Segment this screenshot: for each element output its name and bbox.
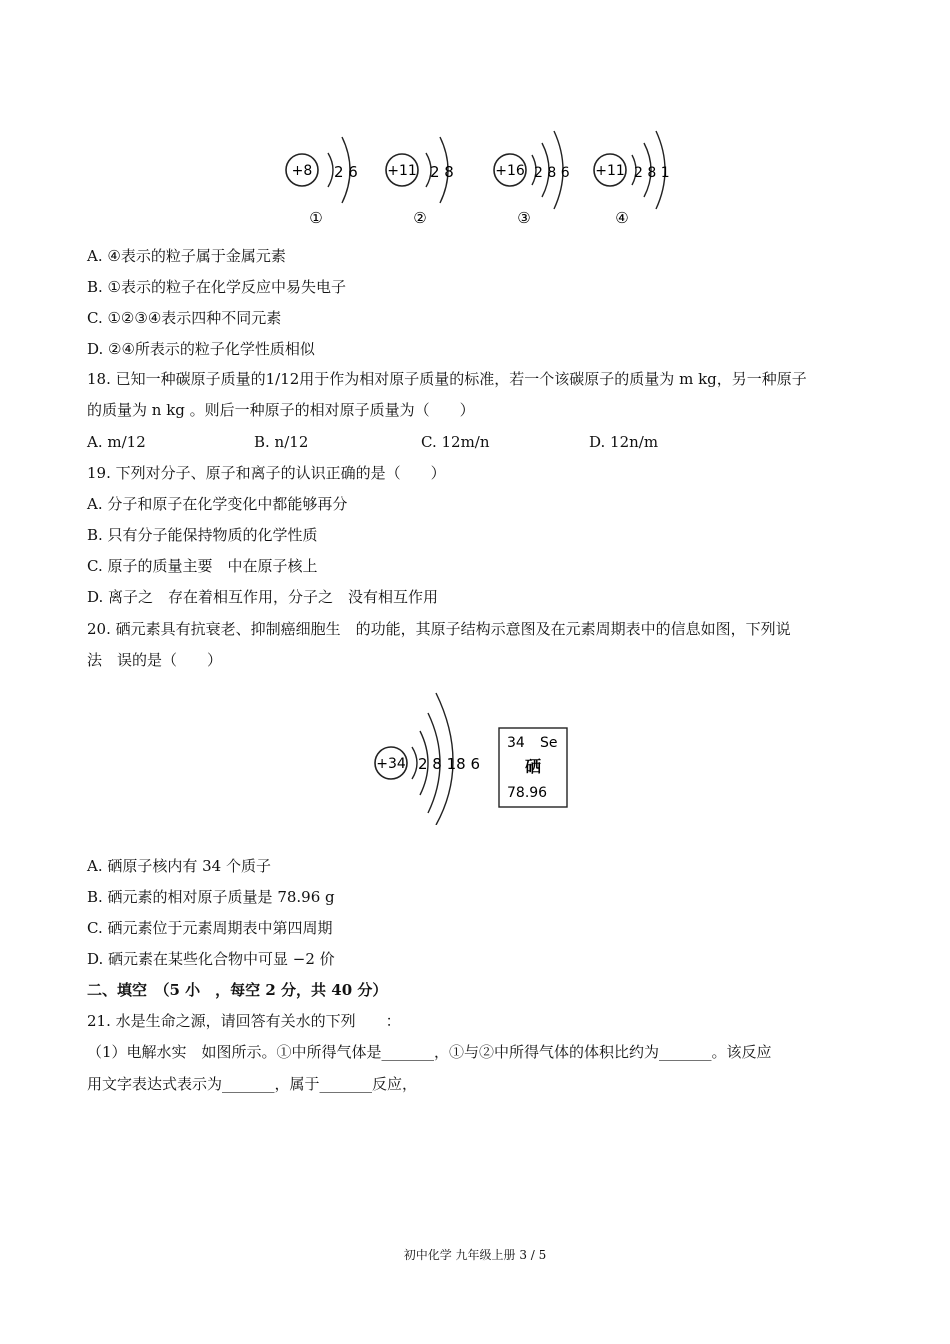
selenium-shells: 2 8 18 6 xyxy=(418,755,481,773)
card-symbol: Se xyxy=(540,735,558,751)
atom-diagram-4 xyxy=(594,131,670,227)
atom-diagram-3 xyxy=(494,131,570,227)
q19-stem: 19. 下列对分子、原子和离子的认识正确的是（ ） xyxy=(87,464,446,482)
label-2: ② xyxy=(413,209,427,227)
q17-option-c: C. ①②③④表示四种不同元素 xyxy=(87,309,282,327)
nucleus-4: +11 xyxy=(595,163,625,179)
card-element-name: 硒 xyxy=(524,757,542,776)
label-3: ③ xyxy=(517,209,531,227)
nucleus-2: +11 xyxy=(387,163,417,179)
q18-option-a: A. m/12 xyxy=(87,433,146,451)
label-4: ④ xyxy=(615,209,629,227)
selenium-nucleus: +34 xyxy=(376,756,406,772)
shells-3: 2 8 6 xyxy=(534,165,570,181)
q19-option-c: C. 原子的质量主要 中在原子核上 xyxy=(87,557,318,575)
q20-stem-line1: 20. 硒元素具有抗衰老、抑制癌细胞生 的功能，其原子结构示意图及在元素周期表中的信息如图，下列说 xyxy=(87,620,791,638)
q18-stem-line2: 的质量为 n kg 。则后一种原子的相对原子质量为（ ） xyxy=(87,401,475,419)
shells-4: 2 8 1 xyxy=(634,165,670,181)
q18-stem-line1: 18. 已知一种碳原子质量的1/12用于作为相对原子质量的标准，若一个该碳原子的质量为 m kg，另一种原子 xyxy=(87,370,807,388)
q19-option-d: D. 离子之 存在着相互作用，分子之 没有相互作用 xyxy=(87,588,439,606)
card-atomic-mass: 78.96 xyxy=(507,785,548,801)
atom-diagrams-q17 xyxy=(280,125,680,230)
q17-option-b: B. ①表示的粒子在化学反应中易失电子 xyxy=(87,278,347,296)
q20-option-b: B. 硒元素的相对原子质量是 78.96 g xyxy=(87,888,335,906)
shells-2: 2 8 xyxy=(430,163,454,181)
nucleus-3: +16 xyxy=(495,163,525,179)
periodic-table-card xyxy=(499,728,567,807)
q18-option-b: B. n/12 xyxy=(254,433,309,451)
label-1: ① xyxy=(309,209,323,227)
atom-diagram-1 xyxy=(286,137,358,227)
nucleus-1: +8 xyxy=(291,163,313,179)
q20-option-d: D. 硒元素在某些化合物中可显 −2 价 xyxy=(87,950,335,968)
section-heading-fill-blank: 二、填空 （5 小 ，每空 2 分，共 40 分） xyxy=(87,981,388,999)
card-atomic-number: 34 xyxy=(507,735,525,751)
q19-option-a: A. 分子和原子在化学变化中都能够再分 xyxy=(87,495,348,513)
q17-option-d: D. ②④所表示的粒子化学性质相似 xyxy=(87,340,315,358)
q21-stem: 21. 水是生命之源，请回答有关水的下列 ： xyxy=(87,1012,401,1030)
selenium-atom-structure xyxy=(375,693,480,825)
q17-option-a: A. ④表示的粒子属于金属元素 xyxy=(87,247,286,265)
atom-diagram-2 xyxy=(386,137,454,227)
page-footer: 初中化学 九年级上册 3 / 5 xyxy=(403,1248,547,1262)
shells-1: 2 6 xyxy=(334,163,358,181)
q21-part1-line2: 用文字表达式表示为_______，属于_______反应， xyxy=(87,1075,418,1093)
q19-option-b: B. 只有分子能保持物质的化学性质 xyxy=(87,526,318,544)
selenium-diagram xyxy=(370,685,580,825)
q18-option-d: D. 12n/m xyxy=(589,433,659,451)
q20-option-c: C. 硒元素位于元素周期表中第四周期 xyxy=(87,919,333,937)
q20-option-a: A. 硒原子核内有 34 个质子 xyxy=(87,857,271,875)
q21-part1-line1: （1）电解水实 如图所示。①中所得气体是_______，①与②中所得气体的体积比约为_______。该反应 xyxy=(87,1043,772,1061)
q20-stem-line2: 法 误的是（ ） xyxy=(87,651,223,669)
q18-option-c: C. 12m/n xyxy=(421,433,490,451)
